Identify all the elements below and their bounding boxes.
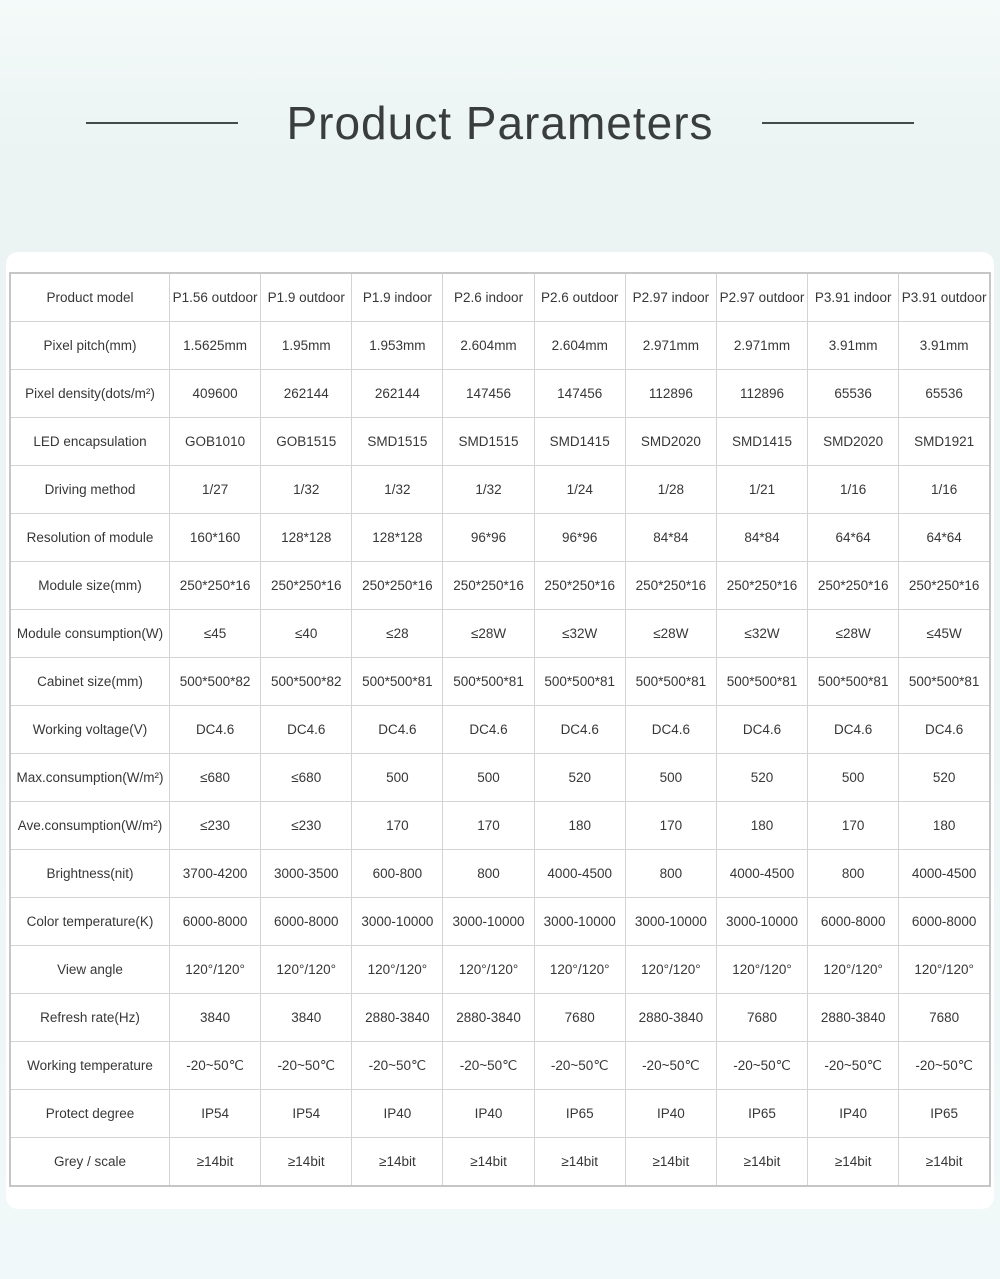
table-cell: 65536 [808, 370, 899, 418]
table-cell: 120°/120° [808, 946, 899, 994]
table-cell: 180 [716, 802, 807, 850]
table-cell: 800 [808, 850, 899, 898]
table-cell: ≥14bit [261, 1138, 352, 1187]
table-cell: ≤32W [716, 610, 807, 658]
table-cell: 128*128 [261, 514, 352, 562]
table-cell: 520 [716, 754, 807, 802]
table-cell: 3840 [261, 994, 352, 1042]
table-cell: 1/24 [534, 466, 625, 514]
table-row [10, 994, 990, 1042]
table-cell: 6000-8000 [170, 898, 261, 946]
row-label: Refresh rate(Hz) [10, 994, 170, 1042]
table-cell: 4000-4500 [534, 850, 625, 898]
table-cell: 3.91mm [808, 322, 899, 370]
table-cell: 64*64 [808, 514, 899, 562]
table-cell: -20~50℃ [899, 1042, 990, 1090]
table-cell: 1/28 [625, 466, 716, 514]
table-cell: 120°/120° [170, 946, 261, 994]
table-cell: 3.91mm [899, 322, 990, 370]
table-cell: ≤680 [170, 754, 261, 802]
table-cell: IP54 [170, 1090, 261, 1138]
table-row [10, 1090, 990, 1138]
table-cell: 112896 [716, 370, 807, 418]
table-cell: 500 [625, 754, 716, 802]
product-parameters-table [9, 272, 991, 1187]
table-cell: 120°/120° [352, 946, 443, 994]
table-cell: 250*250*16 [716, 562, 807, 610]
table-cell: SMD2020 [808, 418, 899, 466]
column-header: P3.91 indoor [808, 273, 899, 322]
column-header: P3.91 outdoor [899, 273, 990, 322]
table-cell: 500*500*81 [443, 658, 534, 706]
column-header: P1.56 outdoor [170, 273, 261, 322]
title-left-line [86, 122, 238, 124]
table-row [10, 466, 990, 514]
table-row [10, 370, 990, 418]
table-cell: -20~50℃ [716, 1042, 807, 1090]
row-label: Cabinet size(mm) [10, 658, 170, 706]
table-cell: 6000-8000 [808, 898, 899, 946]
table-cell: 4000-4500 [716, 850, 807, 898]
table-cell: ≥14bit [716, 1138, 807, 1187]
table-cell: -20~50℃ [625, 1042, 716, 1090]
row-label: Driving method [10, 466, 170, 514]
table-cell: IP65 [716, 1090, 807, 1138]
table-cell: 1.95mm [261, 322, 352, 370]
table-cell: DC4.6 [899, 706, 990, 754]
table-cell: 2.971mm [716, 322, 807, 370]
table-cell: IP54 [261, 1090, 352, 1138]
table-cell: 2880-3840 [352, 994, 443, 1042]
table-cell: 120°/120° [534, 946, 625, 994]
table-row [10, 562, 990, 610]
table-cell: 3000-10000 [352, 898, 443, 946]
table-cell: -20~50℃ [534, 1042, 625, 1090]
table-row [10, 802, 990, 850]
table-cell: 7680 [534, 994, 625, 1042]
row-label: Resolution of module [10, 514, 170, 562]
table-cell: ≤45 [170, 610, 261, 658]
table-header [10, 273, 990, 322]
table-cell: DC4.6 [170, 706, 261, 754]
table-cell: ≤28W [625, 610, 716, 658]
column-header: P2.97 indoor [625, 273, 716, 322]
table-cell: 120°/120° [443, 946, 534, 994]
table-cell: 500 [352, 754, 443, 802]
table-row [10, 754, 990, 802]
table-cell: 1/32 [443, 466, 534, 514]
title-right-line [762, 122, 914, 124]
table-cell: ≥14bit [352, 1138, 443, 1187]
table-row [10, 946, 990, 994]
table-cell: 500*500*81 [534, 658, 625, 706]
table-cell: 2880-3840 [808, 994, 899, 1042]
table-cell: SMD1515 [352, 418, 443, 466]
table-cell: 170 [443, 802, 534, 850]
table-row [10, 706, 990, 754]
table-cell: -20~50℃ [261, 1042, 352, 1090]
table-cell: 800 [443, 850, 534, 898]
column-header: P2.97 outdoor [716, 273, 807, 322]
row-label: Module consumption(W) [10, 610, 170, 658]
table-body [10, 322, 990, 1187]
table-cell: ≤32W [534, 610, 625, 658]
column-header: P2.6 indoor [443, 273, 534, 322]
table-cell: 1/16 [808, 466, 899, 514]
table-cell: IP40 [352, 1090, 443, 1138]
table-cell: ≥14bit [443, 1138, 534, 1187]
table-cell: 147456 [443, 370, 534, 418]
table-cell: 170 [352, 802, 443, 850]
table-row [10, 1042, 990, 1090]
row-label: Protect degree [10, 1090, 170, 1138]
table-cell: IP65 [534, 1090, 625, 1138]
row-label: Max.consumption(W/m²) [10, 754, 170, 802]
table-cell: 500*500*82 [170, 658, 261, 706]
table-row [10, 658, 990, 706]
table-cell: 84*84 [716, 514, 807, 562]
table-cell: 800 [625, 850, 716, 898]
column-header: P1.9 indoor [352, 273, 443, 322]
table-cell: 3000-10000 [625, 898, 716, 946]
table-row [10, 514, 990, 562]
table-cell: 1/27 [170, 466, 261, 514]
table-cell: -20~50℃ [170, 1042, 261, 1090]
table-cell: 500*500*81 [352, 658, 443, 706]
table-cell: 3700-4200 [170, 850, 261, 898]
title-section [0, 0, 1000, 152]
table-cell: IP40 [443, 1090, 534, 1138]
table-cell: 500 [443, 754, 534, 802]
table-cell: DC4.6 [261, 706, 352, 754]
table-cell: 128*128 [352, 514, 443, 562]
table-cell: SMD1415 [534, 418, 625, 466]
corner-header-cell: Product model [10, 273, 170, 322]
table-cell: ≤45W [899, 610, 990, 658]
table-cell: 170 [808, 802, 899, 850]
table-cell: 96*96 [443, 514, 534, 562]
table-cell: 2.971mm [625, 322, 716, 370]
table-cell: SMD1415 [716, 418, 807, 466]
table-cell: 1.953mm [352, 322, 443, 370]
table-cell: 2880-3840 [443, 994, 534, 1042]
table-cell: 2.604mm [443, 322, 534, 370]
table-row [10, 322, 990, 370]
table-cell: 250*250*16 [899, 562, 990, 610]
table-cell: ≤28W [443, 610, 534, 658]
table-cell: 250*250*16 [625, 562, 716, 610]
table-cell: 600-800 [352, 850, 443, 898]
table-cell: ≥14bit [170, 1138, 261, 1187]
row-label: Working voltage(V) [10, 706, 170, 754]
table-cell: 160*160 [170, 514, 261, 562]
table-cell: 2880-3840 [625, 994, 716, 1042]
table-cell: 250*250*16 [808, 562, 899, 610]
table-cell: GOB1515 [261, 418, 352, 466]
row-label: Pixel pitch(mm) [10, 322, 170, 370]
table-cell: -20~50℃ [352, 1042, 443, 1090]
table-cell: 120°/120° [261, 946, 352, 994]
table-cell: 1.5625mm [170, 322, 261, 370]
row-label: Ave.consumption(W/m²) [10, 802, 170, 850]
row-label: View angle [10, 946, 170, 994]
header-row [10, 273, 990, 322]
table-cell: 65536 [899, 370, 990, 418]
row-label: Grey / scale [10, 1138, 170, 1187]
table-cell: ≤28 [352, 610, 443, 658]
table-cell: 170 [625, 802, 716, 850]
table-cell: 3840 [170, 994, 261, 1042]
table-cell: SMD1921 [899, 418, 990, 466]
table-row [10, 610, 990, 658]
table-cell: DC4.6 [352, 706, 443, 754]
table-cell: 250*250*16 [170, 562, 261, 610]
table-cell: 180 [534, 802, 625, 850]
table-cell: 84*84 [625, 514, 716, 562]
table-cell: 500 [808, 754, 899, 802]
table-cell: ≥14bit [808, 1138, 899, 1187]
table-cell: DC4.6 [534, 706, 625, 754]
row-label: Pixel density(dots/m²) [10, 370, 170, 418]
table-cell: DC4.6 [443, 706, 534, 754]
table-cell: DC4.6 [716, 706, 807, 754]
table-cell: 500*500*81 [716, 658, 807, 706]
table-cell: IP40 [625, 1090, 716, 1138]
table-row [10, 418, 990, 466]
table-cell: 3000-3500 [261, 850, 352, 898]
row-label: Color temperature(K) [10, 898, 170, 946]
table-cell: ≥14bit [534, 1138, 625, 1187]
table-cell: 1/16 [899, 466, 990, 514]
table-cell: 500*500*82 [261, 658, 352, 706]
table-cell: DC4.6 [625, 706, 716, 754]
table-cell: 3000-10000 [534, 898, 625, 946]
column-header: P1.9 outdoor [261, 273, 352, 322]
table-cell: 3000-10000 [443, 898, 534, 946]
table-cell: 6000-8000 [899, 898, 990, 946]
table-cell: 6000-8000 [261, 898, 352, 946]
table-cell: 262144 [352, 370, 443, 418]
table-row [10, 1138, 990, 1187]
table-cell: -20~50℃ [443, 1042, 534, 1090]
table-cell: ≥14bit [899, 1138, 990, 1187]
table-cell: 250*250*16 [352, 562, 443, 610]
table-cell: 2.604mm [534, 322, 625, 370]
table-cell: 262144 [261, 370, 352, 418]
table-cell: SMD2020 [625, 418, 716, 466]
table-cell: IP40 [808, 1090, 899, 1138]
table-cell: ≤230 [170, 802, 261, 850]
table-cell: -20~50℃ [808, 1042, 899, 1090]
table-cell: SMD1515 [443, 418, 534, 466]
table-cell: 120°/120° [625, 946, 716, 994]
table-cell: 500*500*81 [899, 658, 990, 706]
row-label: Working temperature [10, 1042, 170, 1090]
table-cell: DC4.6 [808, 706, 899, 754]
table-cell: 1/21 [716, 466, 807, 514]
table-row [10, 898, 990, 946]
table-cell: 64*64 [899, 514, 990, 562]
table-cell: 3000-10000 [716, 898, 807, 946]
table-cell: 1/32 [261, 466, 352, 514]
table-cell: IP65 [899, 1090, 990, 1138]
row-label: Module size(mm) [10, 562, 170, 610]
table-cell: 7680 [899, 994, 990, 1042]
table-cell: 147456 [534, 370, 625, 418]
table-cell: 250*250*16 [534, 562, 625, 610]
table-cell: 7680 [716, 994, 807, 1042]
row-label: LED encapsulation [10, 418, 170, 466]
table-cell: ≤680 [261, 754, 352, 802]
table-cell: 120°/120° [716, 946, 807, 994]
table-card [6, 252, 994, 1209]
table-cell: 250*250*16 [261, 562, 352, 610]
table-cell: 500*500*81 [625, 658, 716, 706]
table-cell: 96*96 [534, 514, 625, 562]
table-cell: 409600 [170, 370, 261, 418]
table-cell: ≤28W [808, 610, 899, 658]
table-cell: 112896 [625, 370, 716, 418]
table-cell: ≤230 [261, 802, 352, 850]
table-cell: ≤40 [261, 610, 352, 658]
table-cell: 120°/120° [899, 946, 990, 994]
table-cell: 500*500*81 [808, 658, 899, 706]
table-cell: 520 [899, 754, 990, 802]
table-cell: 180 [899, 802, 990, 850]
table-cell: ≥14bit [625, 1138, 716, 1187]
page-title: Product Parameters [286, 97, 714, 149]
row-label: Brightness(nit) [10, 850, 170, 898]
table-cell: 1/32 [352, 466, 443, 514]
table-cell: GOB1010 [170, 418, 261, 466]
table-cell: 4000-4500 [899, 850, 990, 898]
table-row [10, 850, 990, 898]
column-header: P2.6 outdoor [534, 273, 625, 322]
table-cell: 520 [534, 754, 625, 802]
table-cell: 250*250*16 [443, 562, 534, 610]
